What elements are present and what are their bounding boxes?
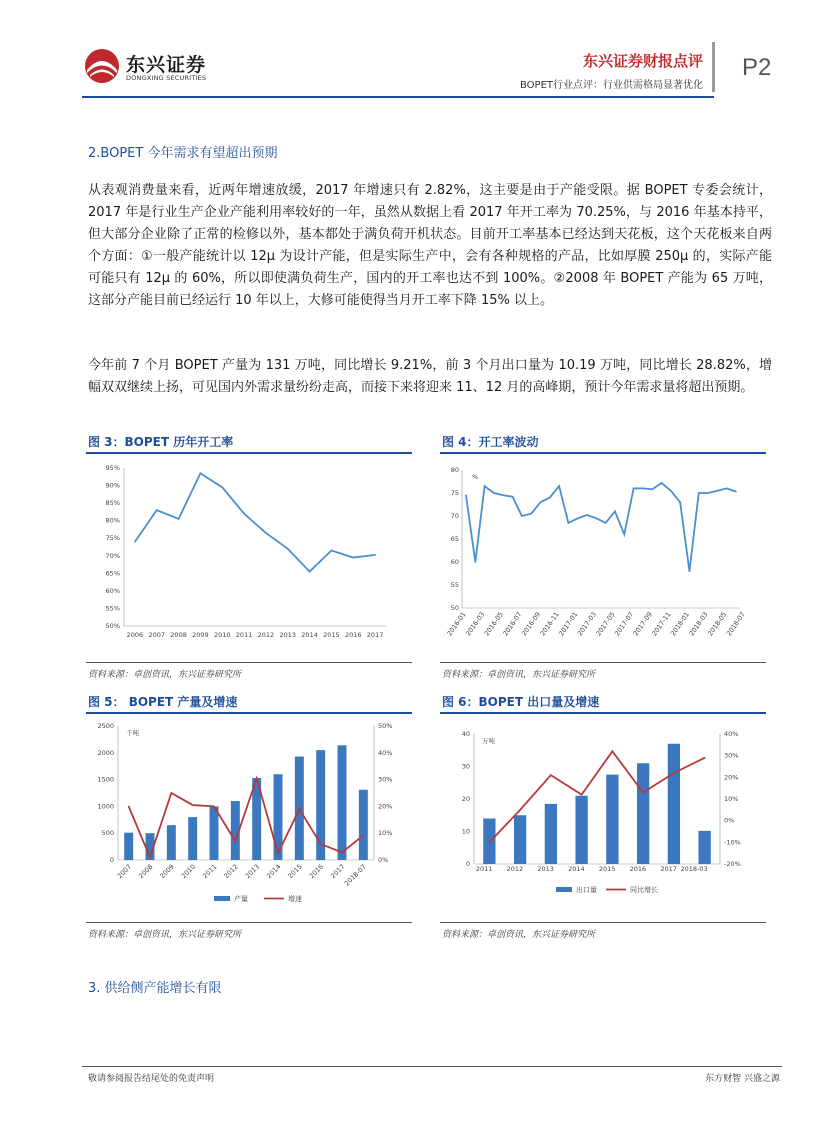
fig4-data-point <box>735 491 737 493</box>
fig5-bar <box>210 806 219 860</box>
fig4-data-point <box>484 485 486 487</box>
fig3-y-tick-label: 85% <box>105 499 120 508</box>
fig6-bar <box>514 815 526 864</box>
fig5-left-tick-label: 500 <box>101 829 114 838</box>
fig4-x-tick-label: 2016-09 <box>519 610 543 638</box>
fig5-bar <box>124 833 133 860</box>
fig5-legend-bar-swatch <box>214 896 230 901</box>
fig5-growth-point <box>363 835 365 837</box>
header-rule <box>82 96 714 98</box>
section-3-title: 3. 供给侧产能增长有限 <box>88 981 222 996</box>
fig6-x-tick-label: 2014 <box>568 865 585 873</box>
fig4-data-point <box>558 485 560 487</box>
fig4-data-point <box>614 511 616 513</box>
report-subtitle: BOPET行业点评：行业供需格局显著优化 <box>519 80 703 91</box>
fig5-growth-point <box>192 804 194 806</box>
fig3-y-tick-label: 65% <box>105 569 120 578</box>
fig5-x-tick-label: 2017 <box>329 862 347 881</box>
fig3-data-point <box>287 548 289 550</box>
fig6-bar <box>575 796 587 864</box>
fig4-y-tick-label: 65 <box>450 535 459 543</box>
fig4-data-point <box>689 570 691 572</box>
fig4-data-point <box>642 488 644 490</box>
fig6-right-tick-label: 30% <box>724 751 739 760</box>
fig5-title: 图 5： BOPET 产量及增速 <box>88 695 238 709</box>
fig4-x-tick-label: 2017-01 <box>557 610 580 638</box>
fig3-data-point <box>352 557 354 559</box>
fig4-data-point <box>698 492 700 494</box>
fig6-growth-point <box>581 794 583 796</box>
fig5-unit-label: 千吨 <box>126 729 139 737</box>
fig6-legend-bar-swatch <box>556 887 572 892</box>
fig3-data-point <box>134 541 136 543</box>
dongxing-logo-icon <box>82 48 122 84</box>
fig6-legend-line-label: 同比增长 <box>630 886 658 894</box>
fig5-growth-point <box>149 857 151 859</box>
fig6-growth-point <box>519 809 521 811</box>
fig6-left-tick-label: 10 <box>461 827 470 836</box>
fig4-data-point <box>717 490 719 492</box>
fig5-x-tick-label: 2013 <box>243 862 262 881</box>
fig6-growth-point <box>673 772 675 774</box>
fig3-x-tick-label: 2010 <box>213 631 231 639</box>
page-number: P2 <box>742 54 772 81</box>
fig5-left-tick-label: 1500 <box>97 775 114 784</box>
fig5-title-rule <box>86 712 412 714</box>
fig3-chart <box>86 458 412 648</box>
fig6-x-tick-label: 2012 <box>506 865 524 873</box>
fig5-bar <box>188 817 197 860</box>
footer-slogan: 东方财智 兴盛之源 <box>705 1074 780 1084</box>
fig3-x-tick-label: 2007 <box>148 631 166 639</box>
fig5-right-tick-label: 50% <box>378 722 393 730</box>
fig4-data-point <box>540 501 542 503</box>
fig6-bar <box>637 763 649 864</box>
fig6-left-tick-label: 40 <box>461 730 470 738</box>
fig6-x-tick-label: 2016 <box>629 865 647 873</box>
fig5-left-tick-label: 2000 <box>97 748 114 757</box>
fig3-data-point <box>178 518 180 520</box>
fig6-x-tick-label: 2017 <box>660 865 677 873</box>
fig4-source: 资料来源：卓创资讯，东兴证券研究所 <box>442 670 596 680</box>
fig6-right-tick-label: 40% <box>724 730 739 738</box>
fig4-x-tick-label: 2016-03 <box>464 610 487 638</box>
logo-text-cn: 东兴证券 <box>126 54 207 76</box>
fig4-y-tick-label: 60 <box>450 558 459 566</box>
fig6-legend-bar-label: 出口量 <box>576 886 597 894</box>
fig6-growth-point <box>642 792 644 794</box>
fig4-data-point <box>493 492 495 494</box>
fig6-left-tick-label: 30 <box>461 762 470 771</box>
fig4-data-point <box>726 488 728 490</box>
fig6-x-tick-label: 2013 <box>537 865 554 873</box>
fig5-growth-point <box>128 806 130 808</box>
fig4-data-point <box>707 492 709 494</box>
fig6-right-tick-label: 20% <box>724 773 739 782</box>
fig3-x-tick-label: 2017 <box>366 631 384 639</box>
fig5-x-tick-label: 2018-07 <box>342 862 368 888</box>
fig4-y-tick-label: 55 <box>450 581 459 589</box>
fig3-y-tick-label: 80% <box>105 516 120 525</box>
fig4-x-tick-label: 2017-05 <box>594 610 617 638</box>
fig3-y-tick-label: 70% <box>105 551 120 560</box>
fig6-right-tick-label: -20% <box>724 860 741 868</box>
fig3-x-tick-label: 2012 <box>257 631 275 639</box>
fig4-y-tick-label: 70 <box>450 512 459 520</box>
fig6-left-tick-label: 20 <box>461 795 470 803</box>
fig3-data-point <box>200 472 202 474</box>
fig5-growth-point <box>341 852 343 854</box>
fig5-left-tick-label: 0 <box>109 856 114 864</box>
footer-rule <box>82 1066 782 1067</box>
report-title: 东兴证券财报点评 <box>582 52 703 70</box>
footer-disclaimer: 敬请参阅报告结尾处的免责声明 <box>88 1074 215 1084</box>
fig5-legend-bar-label: 产量 <box>234 895 248 903</box>
fig5-x-tick-label: 2008 <box>137 862 155 881</box>
fig3-x-tick-label: 2014 <box>301 631 318 639</box>
page-header <box>0 0 827 100</box>
fig6-bottom-rule <box>440 922 766 923</box>
fig3-title-rule <box>86 452 412 454</box>
fig6-right-tick-label: 0% <box>724 816 735 825</box>
fig6-growth-point <box>489 842 491 844</box>
fig5-bottom-rule <box>86 922 412 923</box>
fig4-data-point <box>586 514 588 516</box>
fig3-x-tick-label: 2006 <box>126 631 144 639</box>
fig4-data-point <box>651 489 653 491</box>
fig6-title: 图 6：BOPET 出口量及增速 <box>442 695 600 709</box>
fig6-x-tick-label: 2011 <box>475 865 493 873</box>
fig4-title-rule <box>440 452 766 454</box>
fig4-bottom-rule <box>440 662 766 663</box>
fig3-y-tick-label: 50% <box>105 622 120 630</box>
fig4-title: 图 4：开工率波动 <box>442 435 539 449</box>
fig6-bar <box>606 775 618 864</box>
fig3-data-point <box>265 532 267 534</box>
fig4-y-tick-label: 80 <box>450 466 459 474</box>
company-logo <box>82 44 222 90</box>
fig4-data-point <box>521 515 523 517</box>
fig4-x-tick-label: 2018-03 <box>687 610 710 638</box>
fig3-bottom-rule <box>86 662 412 663</box>
fig4-data-point <box>465 495 467 497</box>
fig4-data-point <box>502 495 504 497</box>
fig5-growth-point <box>320 843 322 845</box>
fig3-x-tick-label: 2013 <box>279 631 297 639</box>
fig4-data-point <box>568 522 570 524</box>
fig5-x-tick-label: 2016 <box>307 862 326 881</box>
fig4-data-point <box>530 513 532 515</box>
fig6-bar <box>668 744 680 864</box>
fig3-series-line <box>135 473 375 571</box>
fig5-right-tick-label: 30% <box>378 775 393 784</box>
fig3-data-point <box>156 509 158 511</box>
fig3-data-point <box>309 571 311 573</box>
fig3-x-tick-label: 2016 <box>344 631 362 639</box>
fig5-chart <box>86 716 412 912</box>
fig3-data-point <box>221 487 223 489</box>
fig5-growth-point <box>277 853 279 855</box>
fig6-x-tick-label: 2018-03 <box>680 865 708 873</box>
fig4-x-tick-label: 2018-05 <box>706 610 729 638</box>
fig3-x-tick-label: 2009 <box>192 631 209 639</box>
fig4-y-tick-label: 50 <box>450 604 459 612</box>
fig6-right-tick-label: -10% <box>724 838 741 847</box>
fig6-bar <box>545 804 557 864</box>
fig3-data-point <box>374 554 376 556</box>
fig4-unit-label: % <box>472 473 479 481</box>
fig5-growth-point <box>256 777 258 779</box>
section-2-paragraph-1: 从表观消费量来看，近两年增速放缓，2017 年增速只有 2.82%，这主要是由于产能受限。据 BOPET 专委会统计，2017 年是行业生产企业产能利用率较好的一年，虽然从数据上看 2017 年开工率为 70.25%，与 2016 年基本持平，但大部分企业除了正常的检修以外，基本都处于满负荷开机状态。目前开工率基本已经达到天花板，这个天花板来自两个方面：①一般产能统计以 12μ 为设计产能，但是实际生产中，会有各种规格的产品，比如厚膜 250μ 的，实际产能可能只有 12μ 的 60%，所以即使满负荷生产，国内的开工率也达不到 100%。②2008 年 BOPET 产能为 65 万吨，这部分产能目前已经运行 10 年以上，大修可能使得当月开工率下降 15% 以上。 <box>88 183 772 308</box>
fig3-y-tick-label: 75% <box>105 534 120 543</box>
fig3-x-tick-label: 2008 <box>170 631 187 639</box>
fig3-y-tick-label: 60% <box>105 586 120 595</box>
fig6-bar <box>698 831 710 864</box>
fig5-source: 资料来源：卓创资讯，东兴证券研究所 <box>88 930 242 940</box>
fig4-x-tick-label: 2017-07 <box>613 610 636 638</box>
fig4-data-point <box>670 490 672 492</box>
fig6-left-tick-label: 0 <box>465 860 470 868</box>
fig3-y-tick-label: 95% <box>105 464 120 472</box>
fig5-growth-point <box>213 806 215 808</box>
fig5-right-tick-label: 10% <box>378 829 393 838</box>
fig4-x-tick-label: 2017-09 <box>631 610 654 638</box>
fig6-x-tick-label: 2015 <box>598 865 616 873</box>
fig4-data-point <box>661 482 663 484</box>
fig6-growth-point <box>612 751 614 753</box>
fig5-x-tick-label: 2014 <box>265 862 283 881</box>
fig5-growth-line <box>129 778 364 857</box>
fig3-title: 图 3：BOPET 历年开工率 <box>88 435 234 449</box>
fig3-y-tick-label: 55% <box>105 604 120 613</box>
fig6-growth-point <box>550 774 552 776</box>
fig5-x-tick-label: 2012 <box>222 862 240 881</box>
fig5-x-tick-label: 2011 <box>201 862 219 881</box>
fig5-bar <box>167 825 176 860</box>
fig5-x-tick-label: 2007 <box>115 862 134 881</box>
fig5-left-tick-label: 2500 <box>97 722 114 730</box>
fig4-chart <box>440 458 766 658</box>
fig4-data-point <box>512 496 514 498</box>
fig4-data-point <box>623 534 625 536</box>
fig4-data-point <box>475 561 477 563</box>
fig3-source: 资料来源：卓创资讯，东兴证券研究所 <box>88 670 242 680</box>
fig3-data-point <box>243 513 245 515</box>
fig3-data-point <box>331 550 333 552</box>
fig4-data-point <box>577 518 579 520</box>
fig6-unit-label: 万吨 <box>482 737 495 745</box>
fig6-source: 资料来源：卓创资讯，东兴证券研究所 <box>442 930 596 940</box>
fig3-x-tick-label: 2011 <box>235 631 253 639</box>
fig5-growth-point <box>299 808 301 810</box>
fig6-title-rule <box>440 712 766 714</box>
fig4-data-point <box>679 501 681 503</box>
fig4-x-tick-label: 2017-03 <box>575 610 598 638</box>
fig4-x-tick-label: 2016-05 <box>482 610 505 638</box>
header-divider <box>712 42 715 92</box>
fig5-growth-point <box>171 792 173 794</box>
fig4-x-tick-label: 2018-01 <box>668 610 692 638</box>
section-2-paragraph-2: 今年前 7 个月 BOPET 产量为 131 万吨，同比增长 9.21%，前 3 个月出口量为 10.19 万吨，同比增长 28.82%，增幅双双继续上扬，可见国内外需求量纷纷走高，而接下来将迎来 11、12 月的高峰期，预计今年需求量将超出预期。 <box>88 358 772 395</box>
fig5-right-tick-label: 40% <box>378 748 393 757</box>
fig5-bar <box>359 790 368 860</box>
fig4-x-tick-label: 2016-07 <box>501 610 524 638</box>
fig4-series-line <box>466 483 736 571</box>
section-2-title: 2.BOPET 今年需求有望超出预期 <box>88 146 278 161</box>
fig3-x-tick-label: 2015 <box>323 631 340 639</box>
fig4-x-tick-label: 2018-07 <box>724 610 747 638</box>
fig4-x-tick-label: 2016-01 <box>445 610 468 638</box>
logo-text-en: DONGXING SECURITIES <box>126 74 207 82</box>
fig3-y-tick-label: 90% <box>105 481 120 490</box>
fig6-chart <box>440 716 766 912</box>
fig4-data-point <box>549 497 551 499</box>
fig6-growth-point <box>704 757 706 759</box>
fig4-data-point <box>605 522 607 524</box>
fig5-x-tick-label: 2009 <box>158 862 176 881</box>
fig5-x-tick-label: 2010 <box>179 862 198 881</box>
fig5-bar <box>338 745 347 860</box>
fig5-legend-line-label: 增速 <box>288 895 302 903</box>
fig5-left-tick-label: 1000 <box>97 802 114 811</box>
fig4-data-point <box>633 488 635 490</box>
fig5-growth-point <box>235 840 237 842</box>
fig6-right-tick-label: 10% <box>724 795 739 803</box>
fig5-right-tick-label: 20% <box>378 802 393 811</box>
fig5-x-tick-label: 2015 <box>286 862 304 881</box>
fig4-y-tick-label: 75 <box>450 489 459 497</box>
fig4-x-tick-label: 2017-11 <box>650 610 673 638</box>
fig4-x-tick-label: 2016-11 <box>538 610 561 638</box>
fig5-right-tick-label: 0% <box>378 856 389 864</box>
fig4-data-point <box>596 518 598 520</box>
